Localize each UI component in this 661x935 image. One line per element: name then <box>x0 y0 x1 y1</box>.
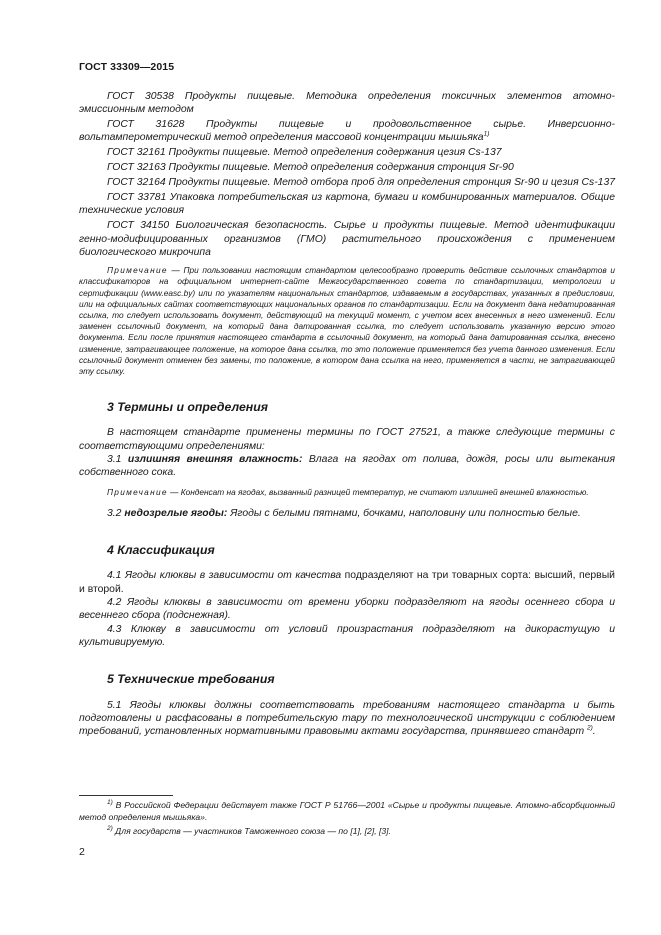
term-number: 3.2 <box>107 507 122 519</box>
footnote-mark: 2) <box>107 825 113 833</box>
term-note <box>79 487 615 498</box>
footnote-text: В Российской Федерации действует также ГОСТ Р 51766—2001 «Сырье и продукты пищевые. Атомно-абсорбционный метод определения мышьяка». <box>79 800 615 822</box>
note-text: — Конденсат на ягодах, вызванный разницей температур, не считают излишней внешней влажностью. <box>170 486 589 497</box>
reference-item: ГОСТ 33781 Упаковка потребительская из картона, бумаги и комбинированных материалов. Общие технические условия <box>79 192 615 217</box>
section-5-title: 5 Технические требования <box>107 672 275 687</box>
footnotes <box>79 800 615 841</box>
footnote-mark: 1) <box>483 131 490 139</box>
reference-text: ГОСТ 31628 Продукты пищевые и продовольственное сырье. Инверсионно-вольтамперометрический метод определения массовой концентрации мышьяка <box>79 119 615 144</box>
footnote-divider <box>79 795 173 796</box>
footnote-text: Для государств — участников Таможенного союза — по [1], [2], [3]. <box>115 826 391 837</box>
note-label: Примечание <box>107 486 168 497</box>
term-name: недозрелые ягоды: <box>124 507 228 519</box>
references-note <box>79 265 615 377</box>
clause-lead: 4.1 Ягоды клюквы в зависимости от качества <box>107 570 342 582</box>
footnote-item <box>79 800 615 823</box>
section-3-title: 3 Термины и определения <box>107 400 268 415</box>
footnote-item <box>79 826 615 838</box>
page-number: 2 <box>79 846 85 858</box>
reference-item: ГОСТ 34150 Биологическая безопасность. Сырье и продукты пищевые. Метод идентификации генно-модифицированных организмов (ГМО) растительного происхождения с применением биологического микрочипа <box>79 220 615 258</box>
footnote-mark: 2) <box>587 724 593 732</box>
term-definition: Ягоды с белыми пятнами, бочками, наполовину или полностью белые. <box>230 507 581 519</box>
term-definition: Влага на ягодах от полива, дождя, росы или вытекания собственного сока. <box>79 454 615 479</box>
reference-item <box>79 118 615 145</box>
term-number: 3.1 <box>107 454 122 466</box>
note-text: — При пользовании настоящим стандартом целесообразно проверить действие ссылочных стандартов и классификаторов на официальном интернет-сайте Межгосударственного совета по стандартизации, метрологии и сертификации (www.easc.by) или по указателям национальных стандартов, издаваемым в государствах, указанных в предисловии, или на официальных сайтах соответствующих национальных органов по стандартизации. Если на документ дана недатированная ссылка, то следует использовать документ, действующий на текущий момент, с учетом всех внесенных в него изменений. Если заменен ссылочный документ, на который дана датированная ссылка, то следует использовать указанную версию этого документа. Если после принятия настоящего стандарта в ссылочный документ, на который дана датированная ссылка, внесено изменение, затрагивающее положение, на которое дана ссылка, то это положение применяется без учета данного изменения. Если ссылочный документ отменен без замены, то положение, в котором дана ссылка на него, применяется в части, не затрагивающей эту ссылку. <box>79 265 615 376</box>
reference-item: ГОСТ 30538 Продукты пищевые. Методика определения токсичных элементов атомно-эмиссионным методом <box>79 91 615 116</box>
normative-references-list <box>79 90 615 259</box>
reference-item: ГОСТ 32161 Продукты пищевые. Метод определения содержания цезия Cs-137 <box>107 147 502 159</box>
standard-header: ГОСТ 33309—2015 <box>79 61 175 73</box>
term-3-1 <box>79 453 615 480</box>
footnote-mark: 1) <box>107 799 113 807</box>
clause-4-2: 4.2 Ягоды клюквы в зависимости от времени уборки подразделяют на ягоды осеннего сбора и весеннего сбора (подснежная). <box>79 597 615 622</box>
page-body <box>79 90 615 738</box>
reference-item: ГОСТ 32164 Продукты пищевые. Метод отбора проб для определения стронция Sr-90 и цезия Cs-137 <box>107 177 616 189</box>
term-name: излишняя внешняя влажность: <box>127 454 303 466</box>
clause-rest: подразделяют на три товарных сорта: высший, первый и второй. <box>79 570 615 595</box>
reference-item: ГОСТ 32163 Продукты пищевые. Метод определения содержания стронция Sr-90 <box>107 162 514 174</box>
term-3-2 <box>79 507 615 520</box>
note-label: Примечание <box>107 265 168 276</box>
clause-text: 5.1 Ягоды клюквы должны соответствовать требованиям настоящего стандарта и быть подготовлены и расфасованы в потребительскую тару по технологической инструкции с соблюдением требований, установленных нормативными правовыми актами государства, принявшего стандарт <box>79 699 615 738</box>
section-4-title: 4 Классификация <box>107 543 215 558</box>
section-3-intro: В настоящем стандарте применены термины по ГОСТ 27521, а также следующие термины с соответствующими определениями: <box>79 427 615 452</box>
clause-4-3: 4.3 Клюкву в зависимости от условий произрастания подразделяют на дикорастущую и культивируемую. <box>79 623 615 648</box>
clause-4-1 <box>79 569 615 596</box>
clause-5-1: 5.1 Ягоды клюквы должны соответствовать требованиям настоящего стандарта и быть подготовлены и расфасованы в потребительскую тару по технологической инструкции с соблюдением требований, установленных нормативными правовыми актами государства, принявшего стандарт $^{2)}$. <box>79 699 615 738</box>
